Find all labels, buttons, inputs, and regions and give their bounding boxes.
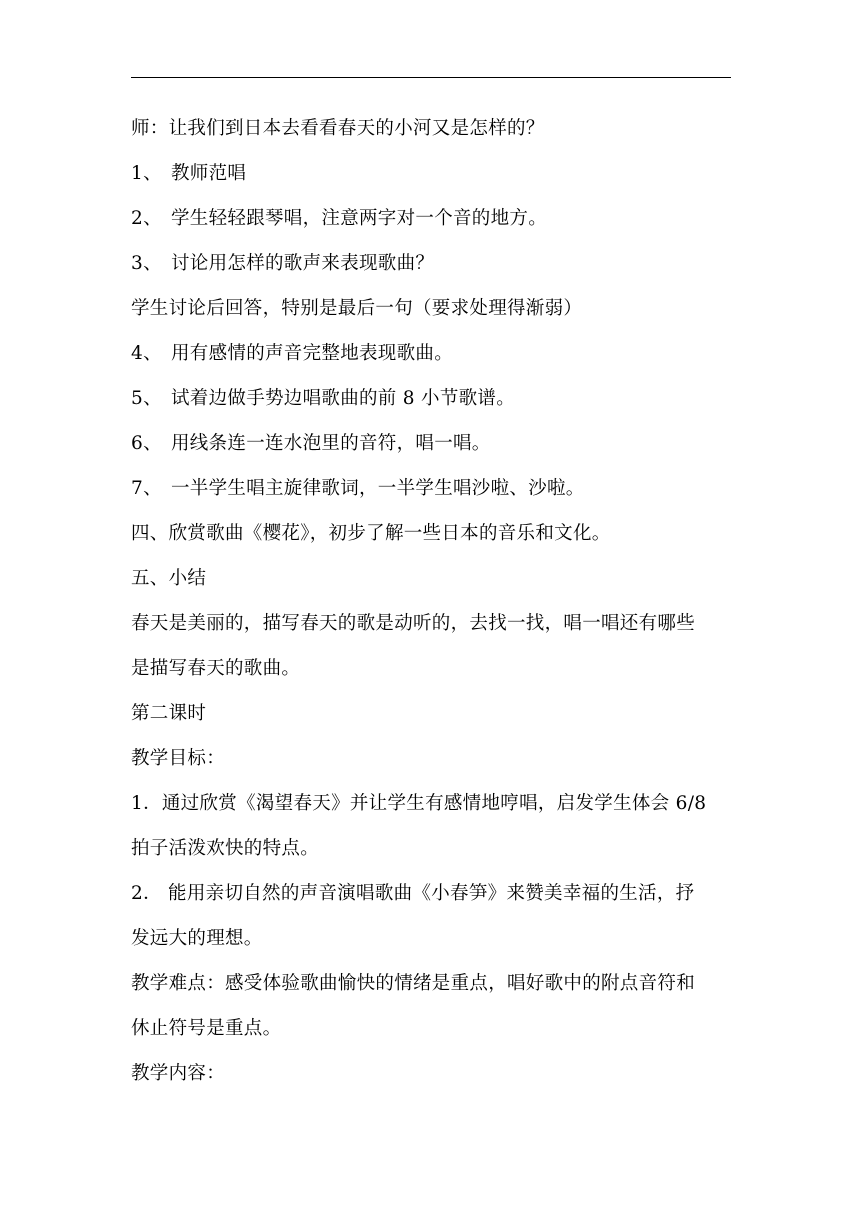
list-text: 学生轻轻跟琴唱，注意两字对一个音的地方。 (171, 208, 548, 229)
list-number: 5、 (131, 388, 162, 409)
paragraph: 2． 能用亲切自然的声音演唱歌曲《小春笋》来赞美幸福的生活，抒 (131, 883, 695, 904)
paragraph: 师：让我们到日本去看看春天的小河又是怎样的？ (131, 118, 545, 139)
list-number: 4、 (131, 343, 162, 364)
paragraph: 休止符号是重点。 (131, 1018, 282, 1039)
paragraph: 是描写春天的歌曲。 (131, 658, 301, 679)
list-item (131, 342, 731, 366)
header-rule (131, 77, 731, 78)
list-number: 6、 (131, 433, 162, 454)
list-text: 教师范唱 (171, 163, 247, 184)
section-heading: 第二课时 (131, 703, 207, 724)
section-heading: 四、欣赏歌曲《樱花》，初步了解一些日本的音乐和文化。 (131, 523, 611, 544)
list-item (131, 477, 731, 501)
section-heading: 教学内容： (131, 1063, 226, 1084)
paragraph: 拍子活泼欢快的特点。 (131, 838, 320, 859)
list-item (131, 252, 731, 276)
list-text: 试着边做手势边唱歌曲的前 8 小节歌谱。 (171, 388, 516, 409)
list-text: 用有感情的声音完整地表现歌曲。 (171, 343, 454, 364)
list-item (131, 162, 731, 186)
list-text: 用线条连一连水泡里的音符，唱一唱。 (171, 433, 491, 454)
list-number: 3、 (131, 253, 162, 274)
list-text: 讨论用怎样的歌声来表现歌曲？ (171, 253, 435, 274)
paragraph: 学生讨论后回答，特别是最后一句（要求处理得渐弱） (131, 298, 583, 319)
list-number: 7、 (131, 478, 162, 499)
paragraph: 春天是美丽的，描写春天的歌是动听的，去找一找，唱一唱还有哪些 (131, 613, 696, 634)
section-heading: 教学目标： (131, 748, 226, 769)
list-number: 2、 (131, 208, 162, 229)
paragraph: 教学难点：感受体验歌曲愉快的情绪是重点，唱好歌中的附点音符和 (131, 973, 696, 994)
list-item (131, 432, 731, 456)
list-number: 1、 (131, 163, 162, 184)
list-item (131, 387, 731, 411)
section-heading: 五、小结 (131, 568, 207, 589)
paragraph: 发远大的理想。 (131, 928, 263, 949)
list-item (131, 207, 731, 231)
paragraph: 1．通过欣赏《渴望春天》并让学生有感情地哼唱，启发学生体会 6/8 (131, 793, 707, 814)
list-text: 一半学生唱主旋律歌词，一半学生唱沙啦、沙啦。 (171, 478, 585, 499)
